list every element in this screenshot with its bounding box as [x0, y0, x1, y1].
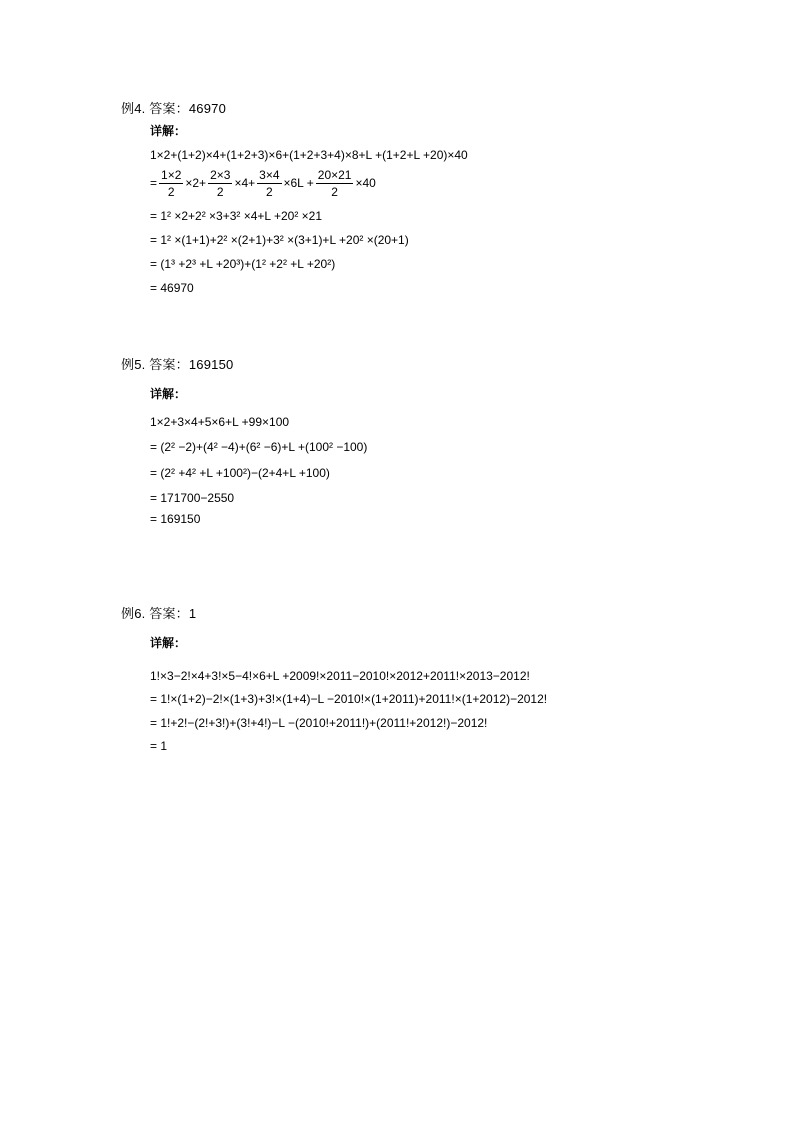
fraction-numerator: 20×21 [317, 167, 352, 182]
example-5-detail-label: 详解： [150, 387, 187, 401]
fraction-numerator: 3×4 [259, 167, 280, 182]
example-6-heading [121, 603, 196, 622]
fraction-denominator: 2 [265, 184, 273, 199]
example-6-step-1: 1!×3−2!×4+3!×5−4!×6+L +2009!×2011−2010!×2012+2011!×2013−2012! [150, 669, 530, 683]
fraction-denominator: 2 [331, 184, 338, 199]
example-6-detail-label: 详解： [150, 636, 187, 650]
answer-label: 答案： [149, 357, 189, 372]
fraction-numerator: 2×3 [210, 167, 231, 182]
example-6-answer: 1 [188, 606, 197, 621]
term: ×40 [355, 176, 376, 190]
answer-label: 答案： [149, 606, 189, 621]
fraction [257, 168, 281, 199]
example-5-title: 例5. [121, 357, 146, 372]
term: ×2+ [185, 176, 207, 190]
example-5-step-2: = (2² −2)+(4² −4)+(6² −6)+L +(100² −100) [150, 440, 368, 454]
fraction-denominator: 2 [167, 184, 175, 199]
fraction-denominator: 2 [216, 184, 224, 199]
example-4-step-5: = (1³ +2³ +L +20³)+(1² +2² +L +20²) [150, 257, 336, 271]
example-4-title: 例4. [121, 101, 146, 116]
example-5-step-4: = 171700−2550 [150, 491, 235, 505]
example-4-step-1: 1×2+(1+2)×4+(1+2+3)×6+(1+2+3+4)×8+L +(1+2+L +20)×40 [150, 148, 468, 162]
fraction [208, 168, 232, 199]
example-6-step-3: = 1!+2!−(2!+3!)+(3!+4!)−L −(2010!+2011!)+(2011!+2012!)−2012! [150, 716, 488, 730]
answer-label: 答案： [149, 101, 189, 116]
example-4-fraction-step [150, 166, 376, 200]
term: ×6L + [283, 176, 314, 190]
example-5-heading [121, 354, 233, 373]
example-4-detail-label: 详解： [150, 124, 187, 138]
example-4-heading [121, 98, 226, 117]
example-6-step-2: = 1!×(1+2)−2!×(1+3)+3!×(1+4)−L −2010!×(1+2011)+2011!×(1+2012)−2012! [150, 692, 548, 706]
fraction-numerator: 1×2 [161, 167, 182, 182]
example-6-result: = 1 [150, 739, 168, 753]
fraction [316, 168, 354, 199]
example-4-step-4: = 1² ×(1+1)+2² ×(2+1)+3² ×(3+1)+L +20² ×(20+1) [150, 233, 409, 247]
example-5-result: = 169150 [150, 512, 201, 526]
example-4-step-3: = 1² ×2+2² ×3+3² ×4+L +20² ×21 [150, 209, 323, 223]
fraction [159, 168, 183, 199]
example-4-answer: 46970 [188, 101, 227, 116]
example-6-title: 例6. [121, 606, 146, 621]
example-5-step-3: = (2² +4² +L +100²)−(2+4+L +100) [150, 466, 330, 480]
example-4-result: = 46970 [150, 281, 194, 295]
example-5-answer: 169150 [188, 357, 234, 372]
equals-sign: = [150, 176, 158, 190]
example-5-step-1: 1×2+3×4+5×6+L +99×100 [150, 415, 290, 429]
term: ×4+ [234, 176, 256, 190]
